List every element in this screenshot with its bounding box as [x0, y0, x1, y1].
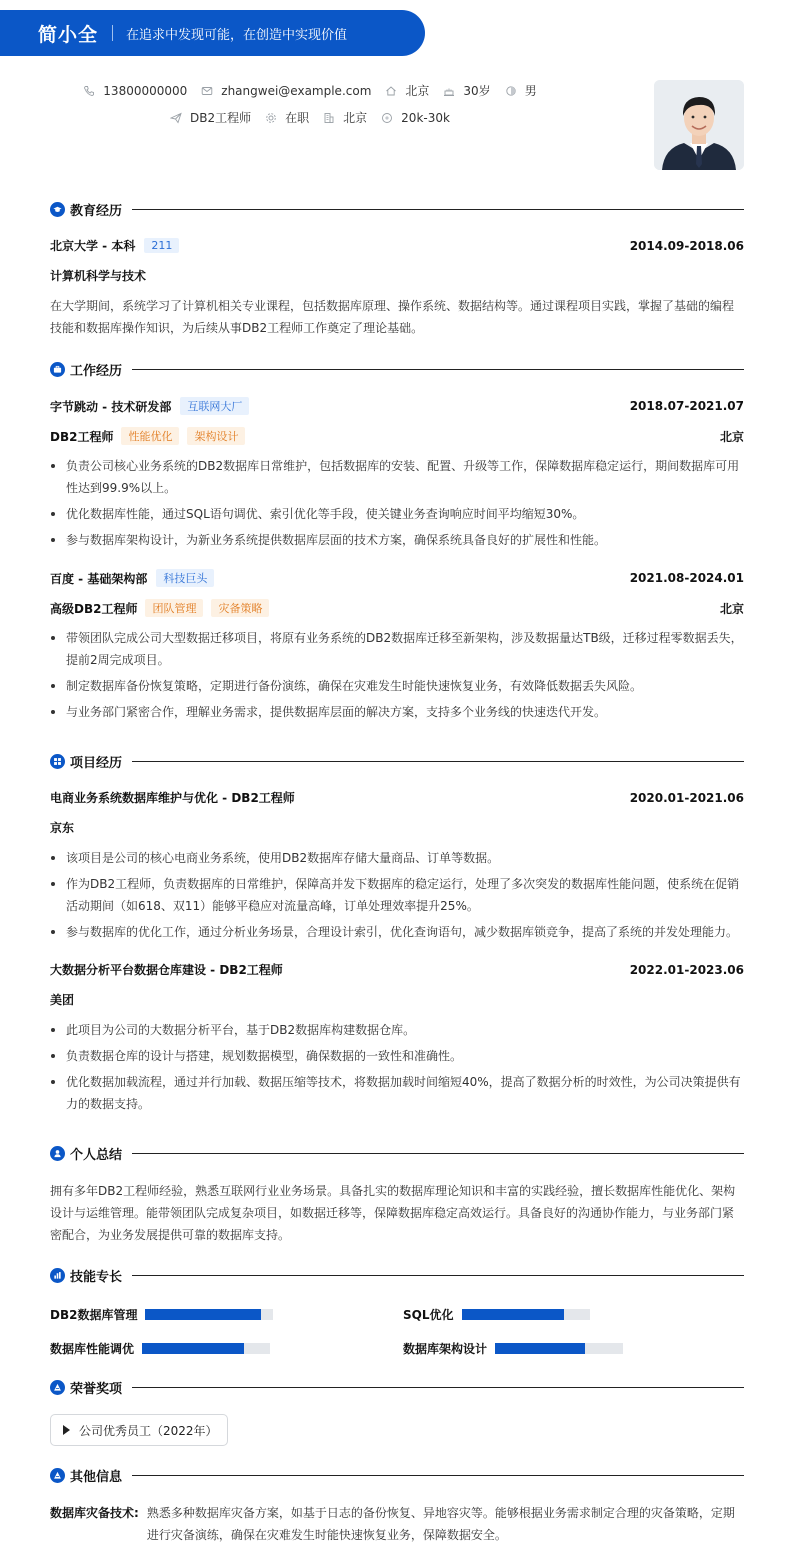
list-item: 作为DB2工程师，负责数据库的日常维护，保障高并发下数据库的稳定运行，处理了多次突发的数据库性能问题，使系统在促销活动期间（如618、双11）能够平稳应对流量高峰，订单处理效率提升25%。: [50, 873, 744, 917]
contact-location: 北京: [385, 82, 429, 99]
other-info-text: 熟悉多种数据库灾备方案，如基于日志的备份恢复、异地容灾等。能够根据业务需求制定合理的灾备策略，定期进行灾备演练，确保在灾难发生时能快速恢复业务，保障数据安全。: [146, 1506, 735, 1542]
list-item: 参与数据库的优化工作，通过分析业务场景，合理设计索引，优化查询语句，减少数据库锁竞争，提高了系统的并发处理能力。: [50, 921, 744, 943]
section-divider: [132, 1153, 744, 1154]
other-info-item: [50, 1502, 744, 1546]
work-entry-header: [50, 397, 744, 415]
skill-bar: [145, 1309, 273, 1320]
company-tag: 互联网大厂: [180, 397, 249, 415]
header-banner: [0, 10, 425, 56]
list-item: 带领团队完成公司大型数据迁移项目，将原有业务系统的DB2数据库迁移至新架构，涉及数据量达TB级，迁移过程零数据丢失，提前2周完成项目。: [50, 627, 744, 671]
award-item[interactable]: 公司优秀员工（2022年）: [50, 1414, 228, 1446]
project-entry-header: [50, 789, 744, 806]
contact-phone: 13800000000: [83, 84, 187, 98]
project-name: 电商业务系统数据库维护与优化 - DB2工程师: [50, 791, 295, 805]
section-divider: [132, 761, 744, 762]
education-description: 在大学期间，系统学习了计算机相关专业课程，包括数据库原理、操作系统、数据结构等。通过课程项目实践，掌握了基础的编程技能和数据库操作知识，为后续从事DB2工程师工作奠定了理论基础。: [50, 299, 735, 335]
skill-bar-fill: [495, 1343, 585, 1354]
graduation-cap-icon: [50, 202, 65, 217]
section-project-header: 项目经历: [50, 751, 744, 771]
role-tag: 团队管理: [145, 599, 203, 617]
contact-age: 30岁: [443, 82, 490, 99]
section-divider: [132, 209, 744, 210]
coin-icon: [381, 112, 393, 124]
education-date: 2014.09-2018.06: [629, 238, 744, 253]
school-tag: 211: [144, 238, 179, 253]
project-org-line: [50, 819, 744, 836]
skill-item: 数据库架构设计: [403, 1340, 623, 1357]
gear-icon: [265, 112, 277, 124]
role-tag: 灾备策略: [211, 599, 269, 617]
skill-bar-fill: [145, 1309, 260, 1320]
work-role-line: [50, 427, 744, 445]
skill-bar: [495, 1343, 623, 1354]
other-info-label: 数据库灾备技术:: [50, 1506, 139, 1520]
work-city: 北京: [719, 429, 744, 444]
contact-gender: 男: [505, 82, 537, 99]
contact-city: 北京: [323, 109, 367, 126]
skill-item: 数据库性能调优: [50, 1340, 270, 1357]
avatar: [654, 80, 744, 170]
work-date: 2018.07-2021.07: [629, 399, 744, 413]
section-summary-header: 个人总结: [50, 1143, 744, 1163]
contact-status: 在职: [265, 109, 309, 126]
bar-chart-icon: [50, 1268, 65, 1283]
education-major-line: [50, 267, 744, 284]
list-item: 制定数据库备份恢复策略，定期进行备份演练，确保在灾难发生时能快速恢复业务，有效降低数据丢失风险。: [50, 675, 744, 697]
section-work-header: 工作经历: [50, 359, 744, 379]
skill-bar: [142, 1343, 270, 1354]
education-entry-header: [50, 237, 744, 254]
contact-salary: 20k-30k: [381, 111, 450, 125]
list-item: 优化数据加载流程，通过并行加载、数据压缩等技术，将数据加载时间缩短40%，提高了数据分析的时效性，为公司决策提供有力的数据支持。: [50, 1071, 744, 1115]
project-org: 京东: [50, 821, 75, 835]
candidate-motto: 在追求中发现可能，在创造中实现价值: [126, 27, 348, 43]
education-major: 计算机科学与技术: [50, 269, 147, 283]
phone-icon: [83, 85, 95, 97]
skill-bar: [462, 1309, 590, 1320]
job-role: DB2工程师: [50, 429, 114, 444]
work-role-line: [50, 599, 744, 617]
role-tag: 架构设计: [187, 427, 245, 445]
project-date: 2022.01-2023.06: [629, 962, 744, 977]
home-icon: [385, 85, 397, 97]
company-name: 百度 - 基础架构部: [50, 571, 148, 586]
project-name: 大数据分析平台数据仓库建设 - DB2工程师: [50, 963, 283, 977]
contact-row-2: [0, 109, 620, 126]
section-awards-header: 荣誉奖项: [50, 1377, 744, 1397]
list-item: 优化数据库性能，通过SQL语句调优、索引优化等手段，使关键业务查询响应时间平均缩短30%。: [50, 503, 744, 525]
section-divider: [132, 369, 744, 370]
banner-divider: [112, 25, 113, 41]
contact-row-1: [0, 82, 620, 99]
skill-bar-fill: [142, 1343, 244, 1354]
candidate-name: 简小全: [38, 23, 99, 46]
caret-right-icon: [63, 1425, 70, 1435]
project-entry-header: [50, 961, 744, 978]
skill-item: SQL优化: [403, 1306, 590, 1323]
work-city: 北京: [719, 601, 744, 616]
section-other-header: 其他信息: [50, 1465, 744, 1485]
contact-job-title: DB2工程师: [170, 109, 251, 126]
list-item: 与业务部门紧密合作，理解业务需求，提供数据库层面的解决方案，支持多个业务线的快速迭代开发。: [50, 701, 744, 723]
list-item: 此项目为公司的大数据分析平台，基于DB2数据库构建数据仓库。: [50, 1019, 744, 1041]
skill-bar-fill: [462, 1309, 564, 1320]
mail-icon: [201, 85, 213, 97]
cake-icon: [443, 85, 455, 97]
paper-plane-icon: [170, 112, 182, 124]
work-date: 2021.08-2024.01: [629, 571, 744, 585]
briefcase-icon: [50, 362, 65, 377]
section-divider: [132, 1475, 744, 1476]
job-role: 高级DB2工程师: [50, 601, 138, 616]
project-org: 美团: [50, 993, 75, 1007]
grid-icon: [50, 754, 65, 769]
info-icon: [50, 1468, 65, 1483]
user-icon: [50, 1146, 65, 1161]
section-divider: [132, 1275, 744, 1276]
section-education-header: 教育经历: [50, 199, 744, 219]
gender-icon: [505, 85, 517, 97]
skill-item: DB2数据库管理: [50, 1306, 273, 1323]
list-item: 负责公司核心业务系统的DB2数据库日常维护，包括数据库的安装、配置、升级等工作，保障数据库稳定运行，期间数据库可用性达到99.9%以上。: [50, 455, 744, 499]
section-skills-header: 技能专长: [50, 1265, 744, 1285]
work-entry-header: [50, 569, 744, 587]
project-date: 2020.01-2021.06: [629, 790, 744, 805]
section-divider: [132, 1387, 744, 1388]
project-org-line: [50, 991, 744, 1008]
list-item: 参与数据库架构设计，为新业务系统提供数据库层面的技术方案，确保系统具备良好的扩展性和性能。: [50, 529, 744, 551]
medal-icon: [50, 1380, 65, 1395]
list-item: 该项目是公司的核心电商业务系统，使用DB2数据库存储大量商品、订单等数据。: [50, 847, 744, 869]
role-tag: 性能优化: [121, 427, 179, 445]
summary-text: 拥有多年DB2工程师经验，熟悉互联网行业业务场景。具备扎实的数据库理论知识和丰富的实践经验，擅长数据库性能优化、架构设计与运维管理。能带领团队完成复杂项目，如数据迁移等，保障数据库稳定高效运行。具备良好的沟通协作能力，与业务部门紧密配合，为业务发展提供可靠的数据库支持。: [50, 1184, 736, 1242]
company-tag: 科技巨头: [156, 569, 214, 587]
list-item: 负责数据仓库的设计与搭建，规划数据模型，确保数据的一致性和准确性。: [50, 1045, 744, 1067]
building-icon: [323, 112, 335, 124]
contact-email: zhangwei@example.com: [201, 84, 371, 98]
company-name: 字节跳动 - 技术研发部: [50, 399, 172, 414]
school-name: 北京大学 - 本科: [50, 239, 136, 253]
